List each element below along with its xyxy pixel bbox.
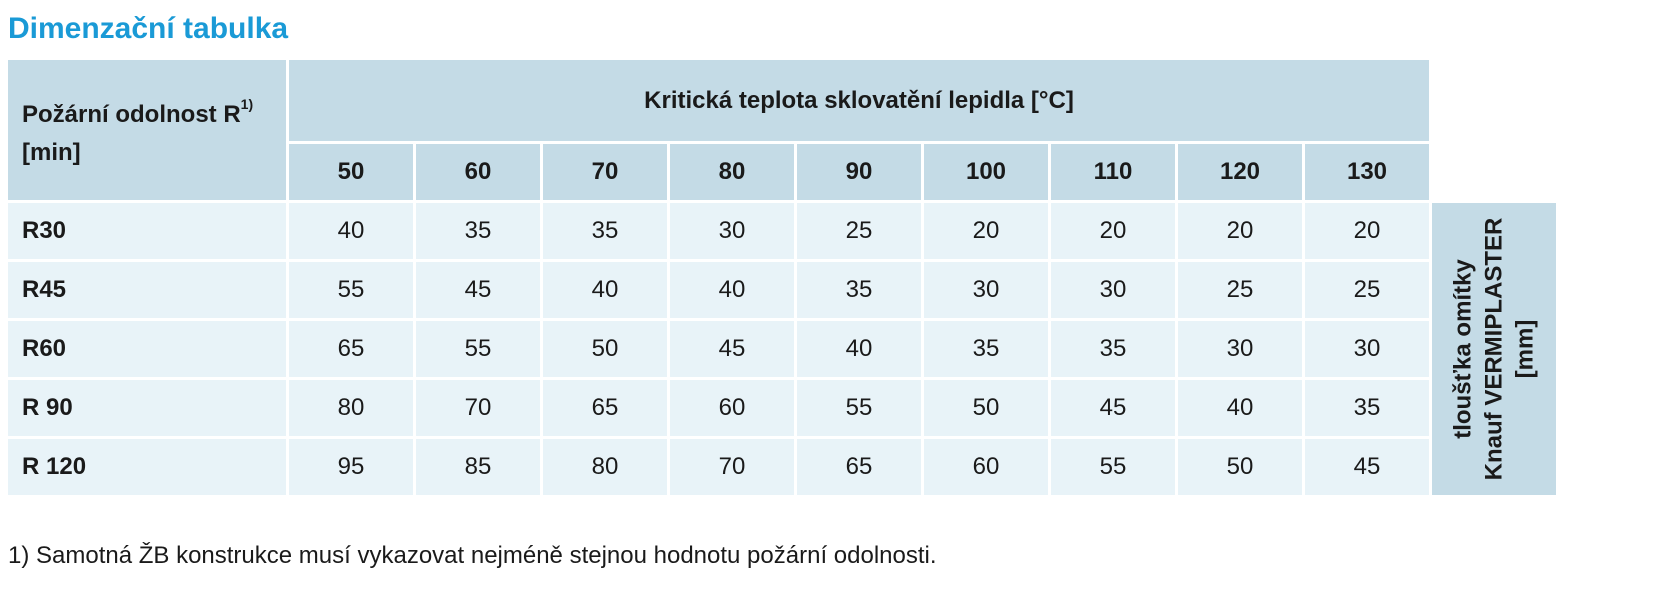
table-cell: 40 — [1178, 380, 1302, 436]
side-label-line: [mm] — [1511, 319, 1539, 379]
header-gap — [1432, 144, 1556, 200]
table-cell: 25 — [1305, 262, 1429, 318]
table-cell: 65 — [797, 439, 921, 495]
table-cell: 40 — [289, 203, 413, 259]
table-cell: 45 — [670, 321, 794, 377]
table-cell: 55 — [797, 380, 921, 436]
column-header: 80 — [670, 144, 794, 200]
table-cell: 65 — [543, 380, 667, 436]
table-cell: 95 — [289, 439, 413, 495]
table-cell: 40 — [543, 262, 667, 318]
table-row — [8, 380, 1556, 436]
column-header: 120 — [1178, 144, 1302, 200]
table-cell: 50 — [924, 380, 1048, 436]
column-header: 100 — [924, 144, 1048, 200]
row-label: R 90 — [8, 380, 286, 436]
table-row — [8, 262, 1556, 318]
table-cell: 40 — [797, 321, 921, 377]
corner-unit: [min] — [22, 138, 81, 166]
table-cell: 30 — [1305, 321, 1429, 377]
table-row — [8, 321, 1556, 377]
row-label: R60 — [8, 321, 286, 377]
column-header: 60 — [416, 144, 540, 200]
table-cell: 35 — [1305, 380, 1429, 436]
column-header: 90 — [797, 144, 921, 200]
table-cell: 80 — [543, 439, 667, 495]
table-cell: 25 — [1178, 262, 1302, 318]
corner-label: Požární odolnost R — [22, 100, 241, 128]
table-cell: 30 — [670, 203, 794, 259]
table-cell: 35 — [543, 203, 667, 259]
side-label-line: Knauf VERMIPLASTER — [1480, 217, 1508, 481]
header-gap — [1432, 60, 1556, 141]
table-cell: 35 — [924, 321, 1048, 377]
table-cell: 60 — [924, 439, 1048, 495]
table-cell: 70 — [670, 439, 794, 495]
column-header: 110 — [1051, 144, 1175, 200]
table-cell: 60 — [670, 380, 794, 436]
table-cell: 55 — [289, 262, 413, 318]
column-header: 130 — [1305, 144, 1429, 200]
column-header: 70 — [543, 144, 667, 200]
table-row — [8, 439, 1556, 495]
table-cell: 35 — [797, 262, 921, 318]
table-cell: 50 — [543, 321, 667, 377]
side-label-line: tloušťka omítky — [1449, 259, 1477, 439]
side-unit-label — [1432, 203, 1556, 495]
row-label: R 120 — [8, 439, 286, 495]
table-cell: 65 — [289, 321, 413, 377]
footnote: 1) Samotná ŽB konstrukce musí vykazovat nejméně stejnou hodnotu požární odolnosti. — [8, 542, 937, 569]
footnote-ref: 1) — [240, 95, 254, 112]
table-cell: 30 — [1178, 321, 1302, 377]
table-cell: 70 — [416, 380, 540, 436]
table-cell: 55 — [1051, 439, 1175, 495]
table-cell: 20 — [924, 203, 1048, 259]
table-row — [8, 203, 1556, 259]
table-cell: 20 — [1305, 203, 1429, 259]
table-cell: 20 — [1178, 203, 1302, 259]
column-header: 50 — [289, 144, 413, 200]
page-title: Dimenzační tabulka — [8, 12, 289, 45]
group-header: Kritická teplota sklovatění lepidla [°C] — [289, 60, 1429, 141]
dimension-table — [5, 57, 1559, 498]
table-cell: 50 — [1178, 439, 1302, 495]
table-cell: 55 — [416, 321, 540, 377]
row-label: R45 — [8, 262, 286, 318]
table-cell: 45 — [1305, 439, 1429, 495]
table-cell: 40 — [670, 262, 794, 318]
row-label: R30 — [8, 203, 286, 259]
table-cell: 85 — [416, 439, 540, 495]
table-cell: 25 — [797, 203, 921, 259]
table-cell: 35 — [1051, 321, 1175, 377]
table-cell: 45 — [416, 262, 540, 318]
table-cell: 30 — [924, 262, 1048, 318]
table-cell: 20 — [1051, 203, 1175, 259]
corner-header — [8, 60, 286, 200]
table-cell: 80 — [289, 380, 413, 436]
table-cell: 35 — [416, 203, 540, 259]
table-cell: 45 — [1051, 380, 1175, 436]
table-cell: 30 — [1051, 262, 1175, 318]
